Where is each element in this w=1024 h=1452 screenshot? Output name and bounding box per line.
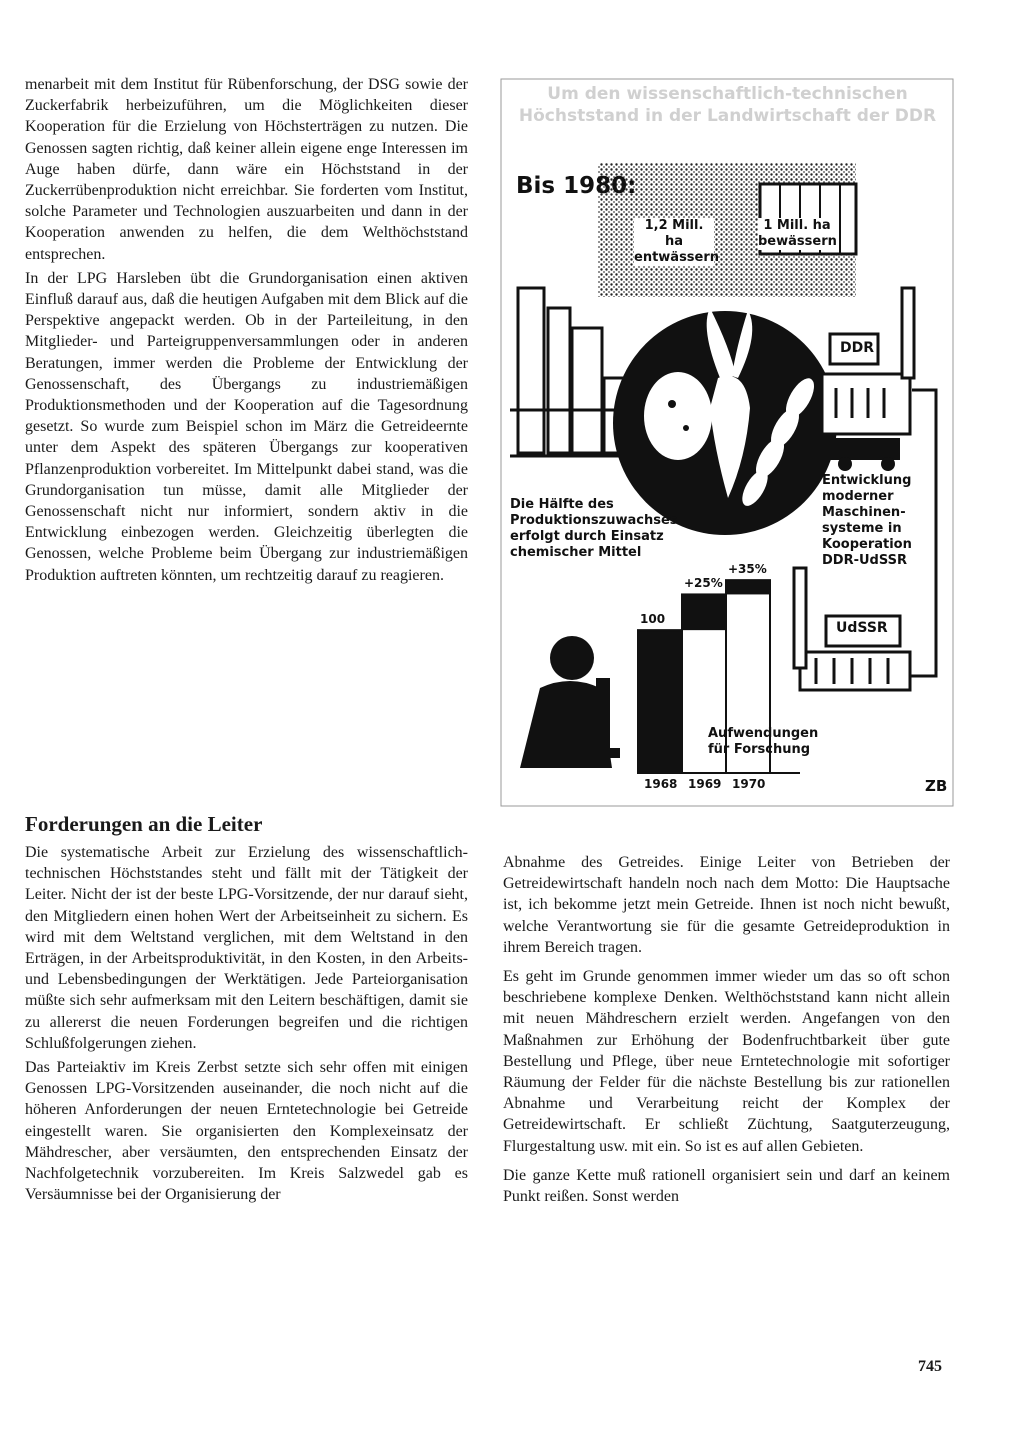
artist-signature: ZB	[925, 777, 948, 795]
bar-value-label: +35%	[728, 562, 767, 577]
label-line: Aufwendungen	[708, 726, 819, 741]
chemicals-caption	[510, 497, 678, 561]
page-number: 745	[918, 1358, 942, 1375]
label-line: 1 Mill. ha	[763, 218, 831, 233]
label-line: Maschinen-	[822, 505, 906, 520]
label-line: für Forschung	[708, 742, 811, 757]
label-line: bewässern	[758, 234, 837, 249]
ddr-label: DDR	[840, 340, 875, 356]
label-line: chemischer Mittel	[510, 545, 642, 560]
bar-value-label: +25%	[684, 576, 723, 591]
left-column-bottom	[25, 842, 468, 1205]
bar-increment-1970	[726, 580, 770, 594]
year-tick-label: 1969	[688, 777, 722, 791]
udssr-label: UdSSR	[836, 620, 888, 636]
year-tick-label: 1970	[732, 777, 766, 791]
label-line: systeme in	[822, 521, 902, 536]
infographic-figure	[500, 78, 955, 808]
label-line: Entwicklung	[822, 473, 912, 488]
drainage-label	[634, 218, 720, 266]
combine-harvester-icon	[830, 438, 900, 471]
right-column-bottom	[503, 852, 950, 1207]
label-line: DDR-UdSSR	[822, 553, 908, 568]
potato-icon	[644, 372, 712, 460]
bar-value-label: 100	[640, 612, 666, 627]
paragraph: Die ganze Kette muß rationell organisiert sein und darf an keinem Punkt reißen. Sonst werden	[503, 1166, 950, 1206]
paragraph: Das Parteiaktiv im Kreis Zerbst setzte sich sehr offen mit einigen Genossen LPG-Vorsitzenden auseinander, die noch nicht auf die höheren Anforderungen der neuen Erntetechnologie bei Getreide eingestellt waren. Sie organisierten den Komplexeinsatz der Mähdrescher, aber versäumten, den entsprechenden Einsatz der Nachfolgetechnik vorzubereiten. Im Kreis Salzwedel gab es Versäumnisse bei der Organisierung der	[25, 1059, 468, 1204]
target-year-label: Bis 1980:	[516, 173, 637, 199]
paragraph: Die systematische Arbeit zur Erzielung des wissenschaftlich-technischen Höchststandes steht und fällt mit der Tätigkeit der Leiter. Nicht der ist der beste LPG-Vorsitzende, der nur darauf sieht, den Mitgliedern einen hohen Wert der Arbeitseinheit zu sichern. Es wird mit dem Weltstand verglichen, mit dem Weltstand in den Erträgen, in der Arbeitsproduktivität, in den Kosten, in den Arbeits- und Lebensbedingungen der Werktätigen. Jede Parteiorganisation müßte sich sehr aufmerksam mit den Leitern beschäftigen, damit sie zu allererst die neuen Forderungen begreifen und die richtigen Schlußfolgerungen ziehen.	[25, 844, 468, 1052]
figure-title-line: Höchststand in der Landwirtschaft der DDR	[518, 106, 937, 126]
left-column-top	[25, 74, 468, 586]
label-line: 1,2 Mill. ha	[644, 218, 704, 249]
paragraph: menarbeit mit dem Institut für Rübenforschung, der DSG sowie der Zuckerfabrik herbeizuführen, um die Möglichkeiten dieser Kooperation für die Erzielung von Höchsterträgen zu nutzen. Die Genossen sagten richtig, daß keiner allein eigene enge Interessen im Auge haben dürfe, dann wäre ein Höchststand in der Zuckerrübenproduktion nicht erreichbar. Sie forderten vom Institut, solche Parameter und Technologien auszuarbeiten und dann in der Kooperation anwenden zu helfen, die dem Welthöchststand entsprechen.	[25, 76, 468, 263]
figure-title-line: Um den wissenschaftlich-technischen	[547, 84, 908, 104]
label-line: erfolgt durch Einsatz	[510, 529, 664, 544]
year-tick-label: 1968	[644, 777, 678, 791]
bar-1968	[638, 630, 682, 773]
label-line: entwässern	[634, 250, 720, 265]
bar-increment-1969	[682, 594, 726, 630]
scientist-microscope-icon	[520, 636, 620, 768]
label-line: Die Hälfte des	[510, 497, 614, 512]
cooperation-connector	[910, 390, 936, 676]
paragraph: Abnahme des Getreides. Einige Leiter von Betrieben der Getreidewirtschaft handeln noch nach dem Motto: Die Hauptsache ist, ich bekomme jetzt mein Getreide. Ihnen ist noch nicht bewußt, welche Verantwortung sie für die gesamte Getreideproduktion in ihrem Bereich tragen.	[503, 854, 950, 956]
research-caption	[708, 726, 818, 758]
paragraph: In der LPG Harsleben übt die Grundorganisation einen aktiven Einfluß darauf aus, daß die heutigen Aufgaben mit dem Blick auf die Perspektive angepackt werden. Ob in der Parteileitung, in den Mitglieder- und Parteigruppenversammlungen oder in anderen Beratungen, immer werden die Probleme der Entwicklung der Genossenschaft, des Übergangs zu industriemäßigen Produktionsmethoden und der Kooperation auf die Tagesordnung gesetzt. So wurde zum Beispiel schon im März die Getreideernte unter dem Aspekt des späteren Übergangs zur kooperativen Pflanzenproduktion vorbereitet. Im Mittelpunkt dabei stand, was die Grundorganisation tun müsse, damit alle Mitglieder der Genossenschaft nicht nur informiert, sondern aktiv in die Entwicklung einbezogen werden. Gleichzeitig überlegten die Genossen, welche Probleme beim Übergang zur industriemäßigen Produktion auftreten könnten, um rechtzeitig darauf zu reagieren.	[25, 269, 468, 584]
label-line: Produktionszuwachses	[510, 513, 678, 528]
paragraph: Es geht im Grunde genommen immer wieder um das so oft schon beschriebene komplexe Denken. Welthöchststand kann nicht allein mit neuen Mähdreschern erzielt werden. Angefangen von den Maßnahmen zur Erhöhung der Bodenfruchtbarkeit über gute Bestellung und Pflege, über neue Erntetechnologie mit sofortiger Räumung der Felder für die nächste Bestellung bis zur rationellen Abnahme und Verarbeitung reicht der Komplex der Getreidewirtschaft. Er schließt Züchtung, Saatguterzeugung, Flurgestaltung usw. mit ein. So ist es auf allen Gebieten.	[503, 968, 950, 1155]
irrigation-label	[758, 218, 836, 250]
machinery-caption	[822, 473, 912, 569]
label-line: Kooperation	[822, 537, 912, 552]
ddr-factory-icon	[822, 288, 914, 434]
figure-title	[500, 83, 955, 127]
section-heading: Forderungen an die Leiter	[25, 812, 263, 836]
label-line: moderner	[822, 489, 894, 504]
